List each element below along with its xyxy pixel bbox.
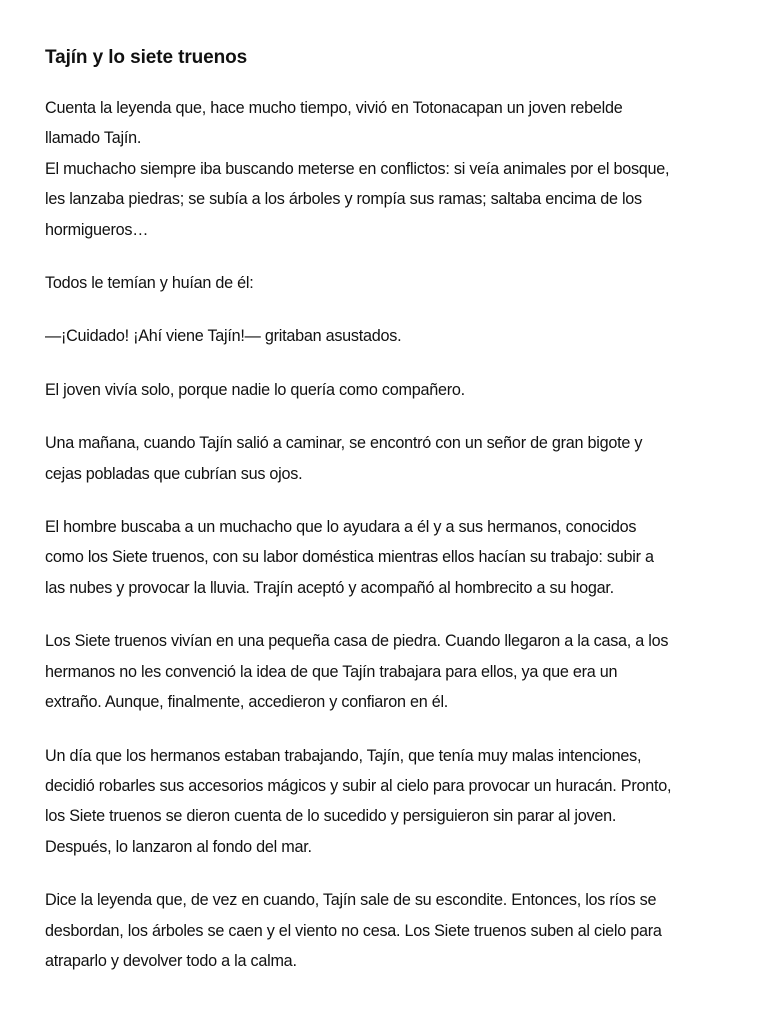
paragraph xyxy=(45,375,728,405)
text-line: Después, lo lanzaron al fondo del mar. xyxy=(45,837,312,856)
paragraph xyxy=(45,512,728,603)
text-line: hormigueros… xyxy=(45,220,149,239)
text-line: Un día que los hermanos estaban trabajando, Tajín, que tenía muy malas intenciones, xyxy=(45,746,642,765)
text-line: El hombre buscaba a un muchacho que lo ayudara a él y a sus hermanos, conocidos xyxy=(45,518,637,537)
text-line: El joven vivía solo, porque nadie lo quería como compañero. xyxy=(45,380,465,399)
text-line: atraparlo y devolver todo a la calma. xyxy=(45,951,297,970)
paragraph xyxy=(45,321,728,351)
text-line: decidió robarles sus accesorios mágicos y subir al cielo para provocar un huracán. Pronto, xyxy=(45,776,672,795)
text-line: como los Siete truenos, con su labor doméstica mientras ellos hacían su trabajo: subir a xyxy=(45,548,654,567)
paragraph xyxy=(45,93,728,245)
document-body xyxy=(45,93,728,976)
text-line: llamado Tajín. xyxy=(45,129,142,148)
text-line: los Siete truenos se dieron cuenta de lo sucedido y persiguieron sin parar al joven. xyxy=(45,807,617,826)
text-line: Cuenta la leyenda que, hace mucho tiempo, vivió en Totonacapan un joven rebelde xyxy=(45,99,623,117)
text-line: cejas pobladas que cubrían sus ojos. xyxy=(45,464,303,483)
text-line: les lanzaba piedras; se subía a los árboles y rompía sus ramas; saltaba encima de los xyxy=(45,190,642,209)
paragraph xyxy=(45,741,728,863)
text-line: las nubes y provocar la lluvia. Trajín aceptó y acompañó al hombrecito a su hogar. xyxy=(45,578,614,597)
text-line: Los Siete truenos vivían en una pequeña casa de piedra. Cuando llegaron a la casa, a los xyxy=(45,632,669,651)
text-line: desbordan, los árboles se caen y el viento no cesa. Los Siete truenos suben al cielo para xyxy=(45,921,662,940)
text-line: Dice la leyenda que, de vez en cuando, Tajín sale de su escondite. Entonces, los ríos se xyxy=(45,891,657,910)
text-line: —¡Cuidado! ¡Ahí viene Tajín!— gritaban asustados. xyxy=(45,327,402,346)
paragraph xyxy=(45,626,728,717)
text-line: Todos le temían y huían de él: xyxy=(45,274,254,293)
paragraph xyxy=(45,885,728,976)
text-line: Una mañana, cuando Tajín salió a caminar, se encontró con un señor de gran bigote y xyxy=(45,434,643,453)
paragraph xyxy=(45,268,728,298)
text-line: El muchacho siempre iba buscando meterse en conflictos: si veía animales por el bosque, xyxy=(45,159,670,178)
paragraph xyxy=(45,428,728,489)
document-title: Tajín y lo siete truenos xyxy=(45,47,248,68)
text-line: extraño. Aunque, finalmente, accedieron y confiaron en él. xyxy=(45,693,449,712)
text-line: hermanos no les convenció la idea de que Tajín trabajara para ellos, ya que era un xyxy=(45,662,618,681)
